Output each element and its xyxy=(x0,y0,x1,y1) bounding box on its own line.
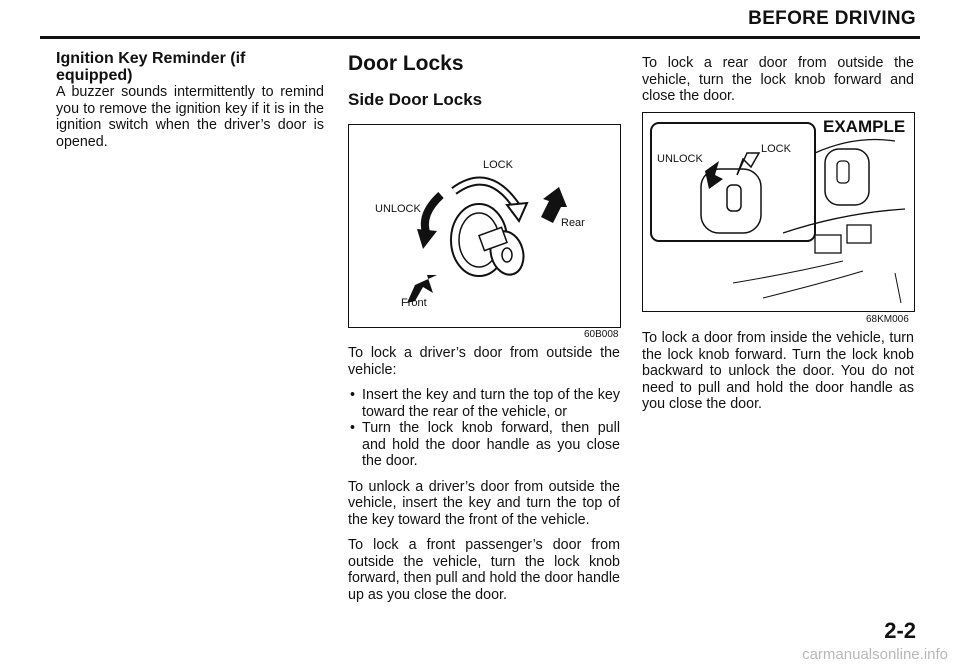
inside-lock-paragraph: To lock a door from inside the vehicle, turn the lock knob forward. Turn the lock knob backward to unlock the door. You do not need to pull and hold the door handle as you close the door. xyxy=(642,330,914,412)
ignition-key-reminder-body: A buzzer sounds intermittently to remind you to remove the ignition key if it is in the ignition switch when the driver’s door is opened. xyxy=(56,84,324,150)
drivers-door-bullet-list xyxy=(348,387,620,470)
fig1-code: 60B008 xyxy=(584,329,619,340)
inside-lock-instructions xyxy=(642,330,914,413)
fig2-unlock-label: UNLOCK xyxy=(657,153,703,165)
fig1-unlock-label: UNLOCK xyxy=(375,203,421,215)
column-rear-doors xyxy=(642,55,914,105)
page-number: 2-2 xyxy=(884,618,916,643)
page-header-title: BEFORE DRIVING xyxy=(748,8,916,29)
rear-door-paragraph: To lock a rear door from outside the vehicle, turn the lock knob forward and close the door. xyxy=(642,55,914,104)
drivers-door-intro: To lock a driver’s door from outside the vehicle: xyxy=(348,345,620,378)
passenger-door-paragraph: To lock a front passenger’s door from outside the vehicle, turn the lock knob forward, then pull and hold the door handle up as you close the door. xyxy=(348,537,620,603)
header-rule xyxy=(40,36,920,39)
fig1-rear-label: Rear xyxy=(561,217,585,229)
drivers-door-unlock-paragraph: To unlock a driver’s door from outside the vehicle, insert the key and turn the top of the key toward the front of the vehicle. xyxy=(348,478,620,528)
ignition-key-reminder-heading: Ignition Key Reminder (if equipped) xyxy=(56,50,246,84)
drivers-door-instructions xyxy=(348,345,620,603)
bullet-item: • Insert the key and turn the top of the key toward the rear of the vehicle, or xyxy=(348,387,620,420)
side-door-locks-subtitle: Side Door Locks xyxy=(348,90,483,109)
fig2-code: 68KM006 xyxy=(866,314,909,325)
bullet-item: • Turn the lock knob forward, then pull and hold the door handle as you close the door. xyxy=(348,420,620,470)
fig2-lock-label: LOCK xyxy=(761,143,791,155)
fig1-front-label: Front xyxy=(401,297,427,309)
rear-door-example-figure xyxy=(642,112,915,312)
watermark: carmanualsonline.info xyxy=(802,646,948,663)
example-label: EXAMPLE xyxy=(823,117,906,136)
fig1-lock-label: LOCK xyxy=(483,159,513,171)
column-ignition-key-reminder xyxy=(56,50,324,150)
drivers-door-lock-figure xyxy=(348,124,621,328)
door-locks-title: Door Locks xyxy=(348,52,464,75)
